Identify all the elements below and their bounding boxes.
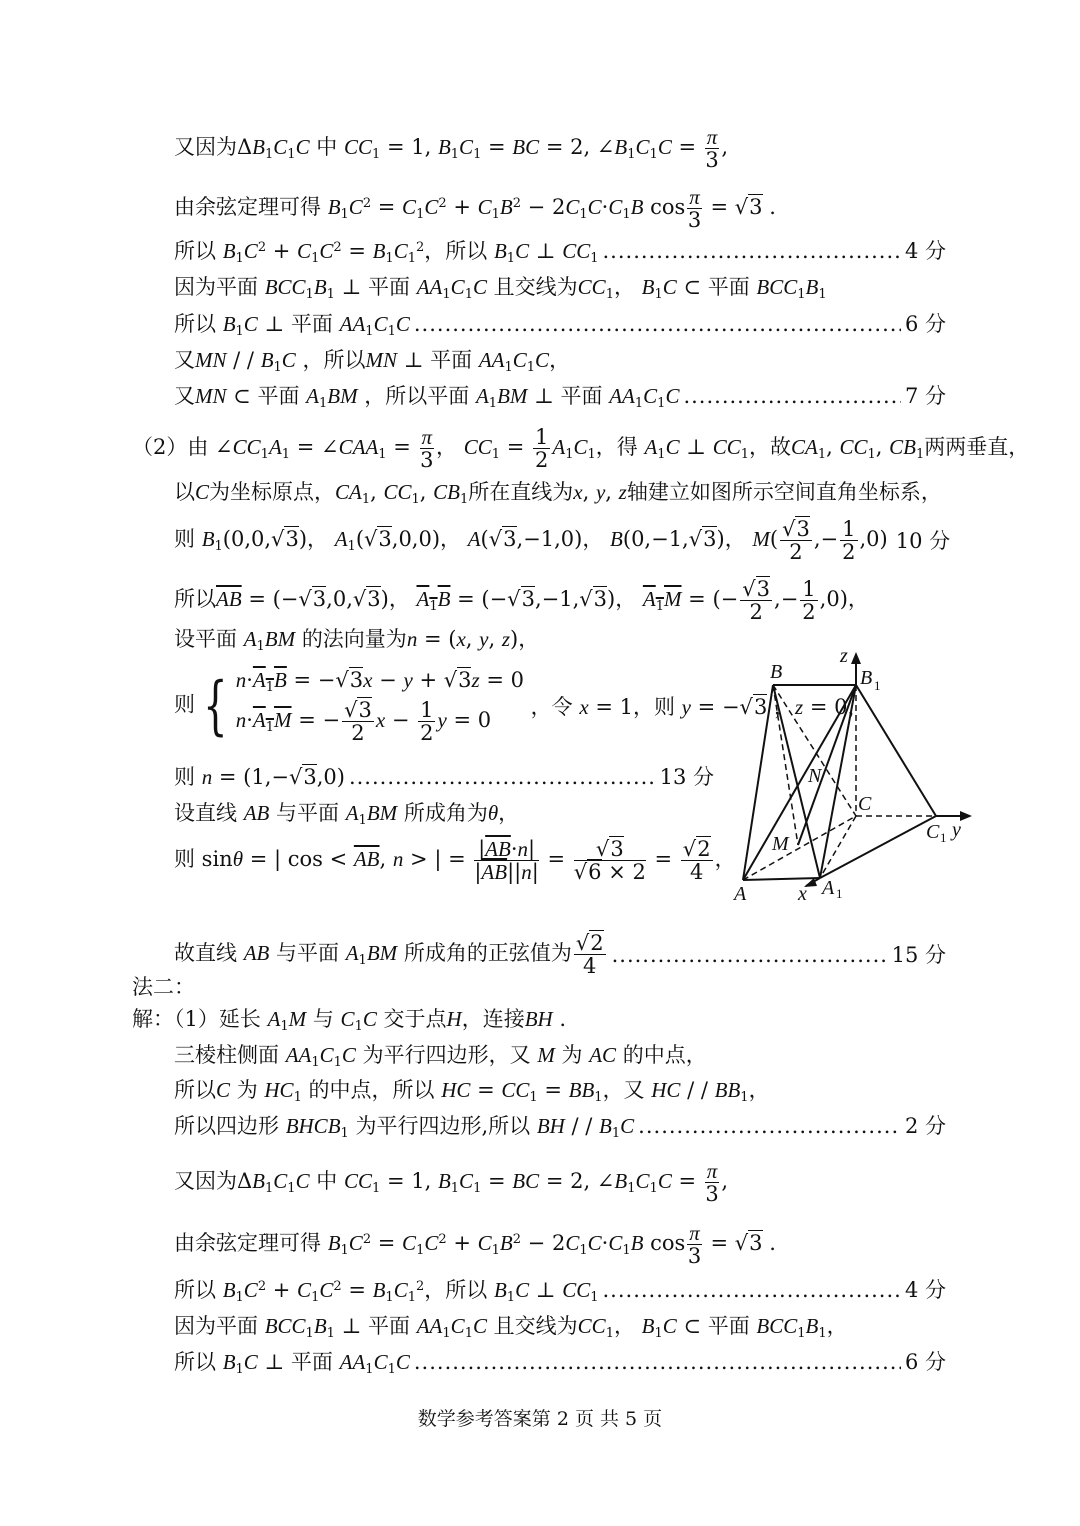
score-mark: 15 分: [891, 942, 946, 967]
line-normal-vector: 设平面 $A_1BM$ 的法向量为n = (x, y, z)，: [174, 627, 540, 654]
line-normal-result: 则 n = (1,−√3,0) ..... 13 分: [174, 762, 714, 792]
line-method2-midpoint: 所以C 为 $HC_1$ 的中点，所以 HC = $CC_1 = BB_1$，又 HC / / $BB_1$，: [174, 1078, 770, 1105]
score-mark: 2 分: [904, 1114, 946, 1138]
prism-figure: [728, 640, 978, 910]
score-mark: 13 分: [659, 765, 714, 789]
label-C1-sub: 1: [940, 830, 947, 845]
line-plane-perp-2: 因为平面 $BCC_1B_1$ ⊥ 平面 $AA_1C_1C$ 且交线为$CC_1$， $B_1C$ ⊂ 平面 $BCC_1B_1$，: [174, 1314, 848, 1341]
line-method2-parallelogram: 所以四边形 $BHCB_1$ 为平行四边形,所以 BH / / $B_1C$ ..... 2 分: [174, 1111, 946, 1141]
edge-b1-a1: [820, 685, 856, 878]
line-conclusion-2: 故直线 AB 与平面 $A_1BM$ 所成角的正弦值为 $\frac{√2}{4}$ ..... 15 分: [174, 932, 946, 977]
line-vectors: 所以$\overline{AB} = (-√3,0,√3)$， $A_1B = (-√3,-1,√3)$， $A_1M$ = (− $\frac{√3}{2}$ ,− $\frac{1}{2}$ ,0)，: [174, 577, 869, 625]
line-coordinate-system: 以C为坐标原点，$CA_1$, $CC_1$, $CB_1$所在直线为x, y, z轴建立如图所示空间直角坐标系，: [174, 480, 942, 507]
label-B1: B: [860, 667, 873, 689]
score-mark: 4 分: [904, 1278, 946, 1302]
edge-a-a1: [743, 878, 820, 880]
line-set-angle: 设直线 AB 与平面 $A_1BM$ 所成角为θ，: [174, 801, 520, 828]
edge-a-b1: [743, 685, 856, 880]
y-arrow: [960, 811, 972, 821]
line-conclusion-1: 又MN ⊂ 平面 $A_1BM$ ，所以平面 $A_1BM$ ⊥ 平面 $AA_1C_1C$ ..... 7 分: [174, 381, 946, 411]
score-mark: 7 分: [904, 384, 946, 408]
label-A1-sub: 1: [836, 886, 843, 901]
line-part2-start: （2）由 $\angle CC_1A_1$ = $\angle CAA_1$ = $\frac{\pi}{3}$ ， $CC_1$ = $\frac{1}{2}$ $A_1C_1$，得 $A_1C$ ⊥ $CC_1$，故$CA_1$, $CC_1$, $CB_1$两两垂直，: [132, 425, 1030, 473]
label-y: y: [952, 819, 961, 841]
line-cosine-law: 由余弦定理可得 $B_1C^2 = C_1C^2 + C_1B^2 - 2C_1C\cdot C_1B$ cos $\frac{\pi}{3}$ = √3 .: [174, 185, 776, 233]
line-triangle-given: 又因为$\Delta B_1C_1C$ 中 $CC_1 = 1$, $B_1C_1$ = BC = 2, $\angle B_1C_1C$ = $\frac{\pi}{3}$ ,: [174, 125, 728, 173]
page-footer: 数学参考答案第 2 页 共 5 页: [417, 1408, 663, 1430]
dash-a-c: [743, 816, 856, 880]
line-cosine-law-2: 由余弦定理可得 $B_1C^2 = C_1C^2 + C_1B^2 - 2C_1C\cdot C_1B$ cos $\frac{\pi}{3}$ = √3 .: [174, 1221, 776, 1269]
label-C1: C: [926, 821, 940, 843]
line-method2-extend: 解：（1）延长 $A_1M$ 与 $C_1C$ 交于点H，连接BH .: [132, 1007, 567, 1034]
edge-b-a: [743, 685, 773, 880]
line-mn-parallel: 又MN / / $B_1C$ ，所以MN ⊥ 平面 $AA_1C_1C$，: [174, 348, 571, 375]
z-arrow: [851, 652, 861, 664]
line-method2-prism: 三棱柱侧面 $AA_1C_1C$ 为平行四边形，又 M 为 AC 的中点，: [174, 1043, 707, 1070]
label-x: x: [798, 883, 807, 905]
label-A: A: [734, 883, 747, 905]
label-B1-sub: 1: [874, 678, 881, 693]
line-b1c-perp-plane: 所以 $B_1C$ ⊥ 平面 $AA_1C_1C$ ..... 6 分: [174, 309, 946, 339]
label-M: M: [772, 833, 789, 855]
label-N: N: [808, 765, 822, 787]
label-A1: A: [822, 877, 835, 899]
line-plane-perp: 因为平面 $BCC_1B_1$ ⊥ 平面 $AA_1C_1C$ 且交线为$CC_1$， $B_1C$ ⊂ 平面 $BCC_1B_1$: [174, 275, 827, 302]
line-equation-system: 则 { $n\cdot A_1B = -√3x - y + √3z = 0$ $n\cdot A_1M$ = − $\frac{√3}{2}$ x − $\frac{1}{2}$ y = 0 ，令 x = 1，则 y = −√3 ，z = 0，: [174, 668, 869, 746]
edge-a1-c1: [820, 816, 936, 878]
score-mark: 10 分: [895, 528, 951, 553]
line-perp-b1c-cc1: 所以 $B_1C^2 + C_1C^2 = B_1C_1^2$，所以 $B_1C$ ⊥ $CC_1$ ..... 4 分: [174, 236, 946, 266]
score-mark: 6 分: [904, 1350, 946, 1374]
method-two-heading: 法二：: [132, 975, 195, 999]
label-z: z: [840, 645, 848, 667]
score-mark: 4 分: [904, 239, 946, 263]
line-sine-computation: 则 sinθ = | $\cos < \overline{AB}$, n > | = $\frac{|\overline{AB}\cdot n|}{|\overline{AB}||n|}$ = $\frac{√3}{√6 \times 2}$ = $\frac{√2}{4}$ ，: [174, 837, 736, 885]
edge-m-b1: [798, 685, 856, 845]
score-mark: 6 分: [904, 312, 946, 336]
line-triangle-given-2: 又因为$\Delta B_1C_1C$ 中 $CC_1 = 1$, $B_1C_1$ = BC = 2, $\angle B_1C_1C$ = $\frac{\pi}{3}$ ,: [174, 1159, 728, 1207]
line-b1c-perp-plane-2: 所以 $B_1C$ ⊥ 平面 $AA_1C_1C$ ..... 6 分: [174, 1347, 946, 1377]
label-C: C: [858, 793, 872, 815]
line-point-coordinates: 则 $B_1(0,0,√3)$， $A_1(√3,0,0)$， A(√3,−1,0)， B(0,−1,√3)， M( $\frac{√3}{2}$ ,− $\frac{1}{2}$ ,0) 10 分: [174, 517, 951, 565]
label-B: B: [770, 661, 783, 683]
line-perp-b1c-cc1-2: 所以 $B_1C^2 + C_1C^2 = B_1C_1^2$，所以 $B_1C$ ⊥ $CC_1$ ..... 4 分: [174, 1275, 946, 1305]
